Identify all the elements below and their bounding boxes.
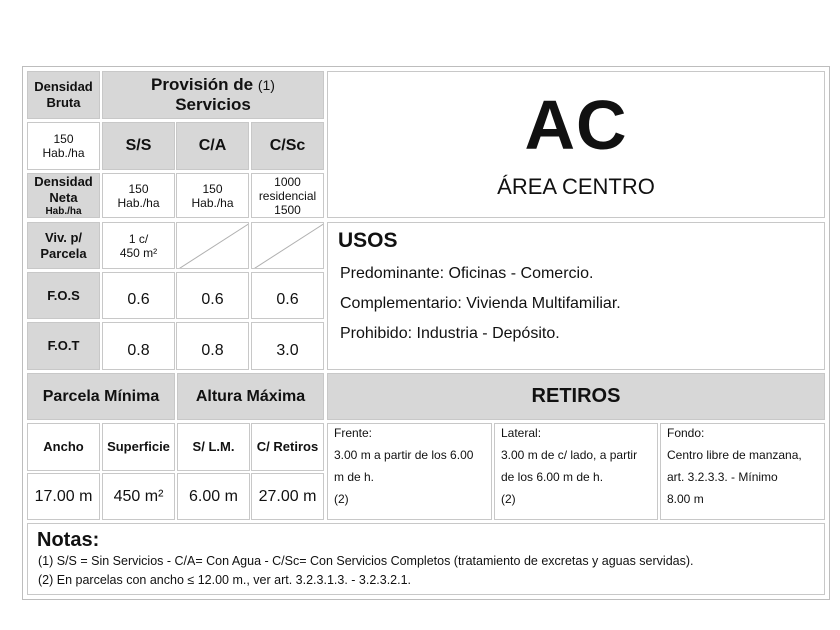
- provision-note: (1): [257, 77, 275, 93]
- fos-value-ca: 0.6: [176, 272, 249, 319]
- retiro-lateral-line-1: 3.00 m de c/ lado, a partir: [501, 448, 638, 462]
- diagonal-line: [252, 223, 324, 269]
- zone-name: ÁREA CENTRO: [497, 173, 655, 199]
- ancho-value: 17.00 m: [27, 473, 100, 520]
- altura-lm-value: 6.00 m: [177, 473, 250, 520]
- parcela-minima-header: Parcela Mínima: [27, 373, 175, 420]
- retiro-frente: [327, 423, 492, 520]
- usos-complementario: Complementario: Vivienda Multifamiliar.: [340, 295, 621, 312]
- neta-ca-number: 150: [202, 181, 223, 196]
- retiro-fondo: [660, 423, 825, 520]
- col-header-ca: C/A: [176, 122, 249, 170]
- provision-header: [102, 71, 324, 119]
- retiro-lateral: [494, 423, 658, 520]
- retiro-frente-heading: Frente:: [334, 426, 373, 440]
- altura-retiros-label: C/ Retiros: [251, 423, 324, 471]
- neta-csc-line-3: 1500: [274, 202, 301, 217]
- fos-value-csc: 0.6: [251, 272, 324, 319]
- fot-label: F.O.T: [27, 322, 100, 370]
- notas-box: [27, 523, 825, 595]
- viv-csc-empty-cell: [251, 222, 324, 269]
- viv-label-1: Viv. p/: [44, 229, 83, 245]
- fos-label: F.O.S: [27, 272, 100, 319]
- retiros-header: RETIROS: [327, 373, 825, 420]
- neta-value-ca: [176, 173, 249, 218]
- provision-subtitle: Servicios: [175, 95, 251, 114]
- retiro-fondo-line-1: Centro libre de manzana,: [667, 448, 802, 462]
- neta-csc-line-1: 1000: [274, 174, 301, 189]
- col-header-ss: S/S: [102, 122, 175, 170]
- viv-parcela-label: [27, 222, 100, 269]
- fot-value-csc: 3.0: [251, 322, 324, 370]
- ancho-label: Ancho: [27, 423, 100, 471]
- superficie-value: 450 m²: [102, 473, 175, 520]
- viv-value-2: 450 m²: [119, 245, 158, 260]
- fot-value-ss: 0.8: [102, 322, 175, 370]
- retiro-fondo-heading: Fondo:: [667, 426, 705, 440]
- usos-title: USOS: [338, 229, 398, 252]
- retiro-lateral-heading: Lateral:: [501, 426, 542, 440]
- retiro-lateral-line-3: (2): [501, 492, 516, 506]
- densidad-neta-label: [27, 173, 100, 218]
- viv-parcela-value: [102, 222, 175, 269]
- diagonal-line: [177, 223, 249, 269]
- bruta-value-unit: Hab./ha: [42, 146, 85, 160]
- neta-value-ss: [102, 173, 175, 218]
- zoning-sheet: [22, 66, 830, 600]
- usos-box: [327, 222, 825, 370]
- neta-value-csc: [251, 173, 324, 218]
- provision-title-line: [151, 75, 275, 95]
- bruta-value-number: 150: [53, 132, 74, 146]
- neta-label-1: Densidad: [34, 174, 93, 189]
- altura-retiros-value: 27.00 m: [251, 473, 324, 520]
- viv-value-1: 1 c/: [128, 231, 149, 246]
- zone-code: AC: [524, 85, 628, 164]
- neta-label-2: Neta: [49, 190, 78, 205]
- provision-title: Provisión de: [151, 75, 254, 94]
- neta-label-3: Hab./ha: [45, 206, 82, 217]
- zone-box: [327, 71, 825, 218]
- superficie-label: Superficie: [102, 423, 175, 471]
- retiro-frente-line-3: (2): [334, 492, 349, 506]
- altura-maxima-header: Altura Máxima: [177, 373, 324, 420]
- retiro-frente-line-1: 3.00 m a partir de los 6.00: [334, 448, 474, 462]
- retiro-fondo-line-2: art. 3.2.3.3. - Mínimo: [667, 470, 778, 484]
- neta-ss-unit: Hab./ha: [117, 195, 160, 210]
- neta-ss-number: 150: [128, 181, 149, 196]
- fos-value-ss: 0.6: [102, 272, 175, 319]
- viv-ca-empty-cell: [176, 222, 249, 269]
- fot-value-ca: 0.8: [176, 322, 249, 370]
- usos-predominante: Predominante: Oficinas - Comercio.: [340, 265, 594, 282]
- usos-prohibido: Prohibido: Industria - Depósito.: [340, 325, 560, 342]
- densidad-bruta-value: [27, 122, 100, 170]
- notas-title: Notas:: [37, 529, 100, 551]
- col-header-csc: C/Sc: [251, 122, 324, 170]
- altura-lm-label: S/ L.M.: [177, 423, 250, 471]
- densidad-bruta-text: Densidad Bruta: [34, 79, 93, 110]
- nota-1: (1) S/S = Sin Servicios - C/A= Con Agua - C/Sc= Con Servicios Completos (tratamiento de excretas y aguas servidas).: [38, 554, 694, 568]
- nota-2: (2) En parcelas con ancho ≤ 12.00 m., ver art. 3.2.3.1.3. - 3.2.3.2.1.: [38, 573, 412, 587]
- densidad-bruta-label: [27, 71, 100, 119]
- viv-label-2: Parcela: [40, 245, 87, 261]
- neta-csc-line-2: residencial: [258, 188, 317, 203]
- retiro-lateral-line-2: de los 6.00 m de h.: [501, 470, 604, 484]
- retiro-fondo-line-3: 8.00 m: [667, 492, 704, 506]
- retiro-frente-line-2: m de h.: [334, 470, 375, 484]
- neta-ca-unit: Hab./ha: [191, 195, 234, 210]
